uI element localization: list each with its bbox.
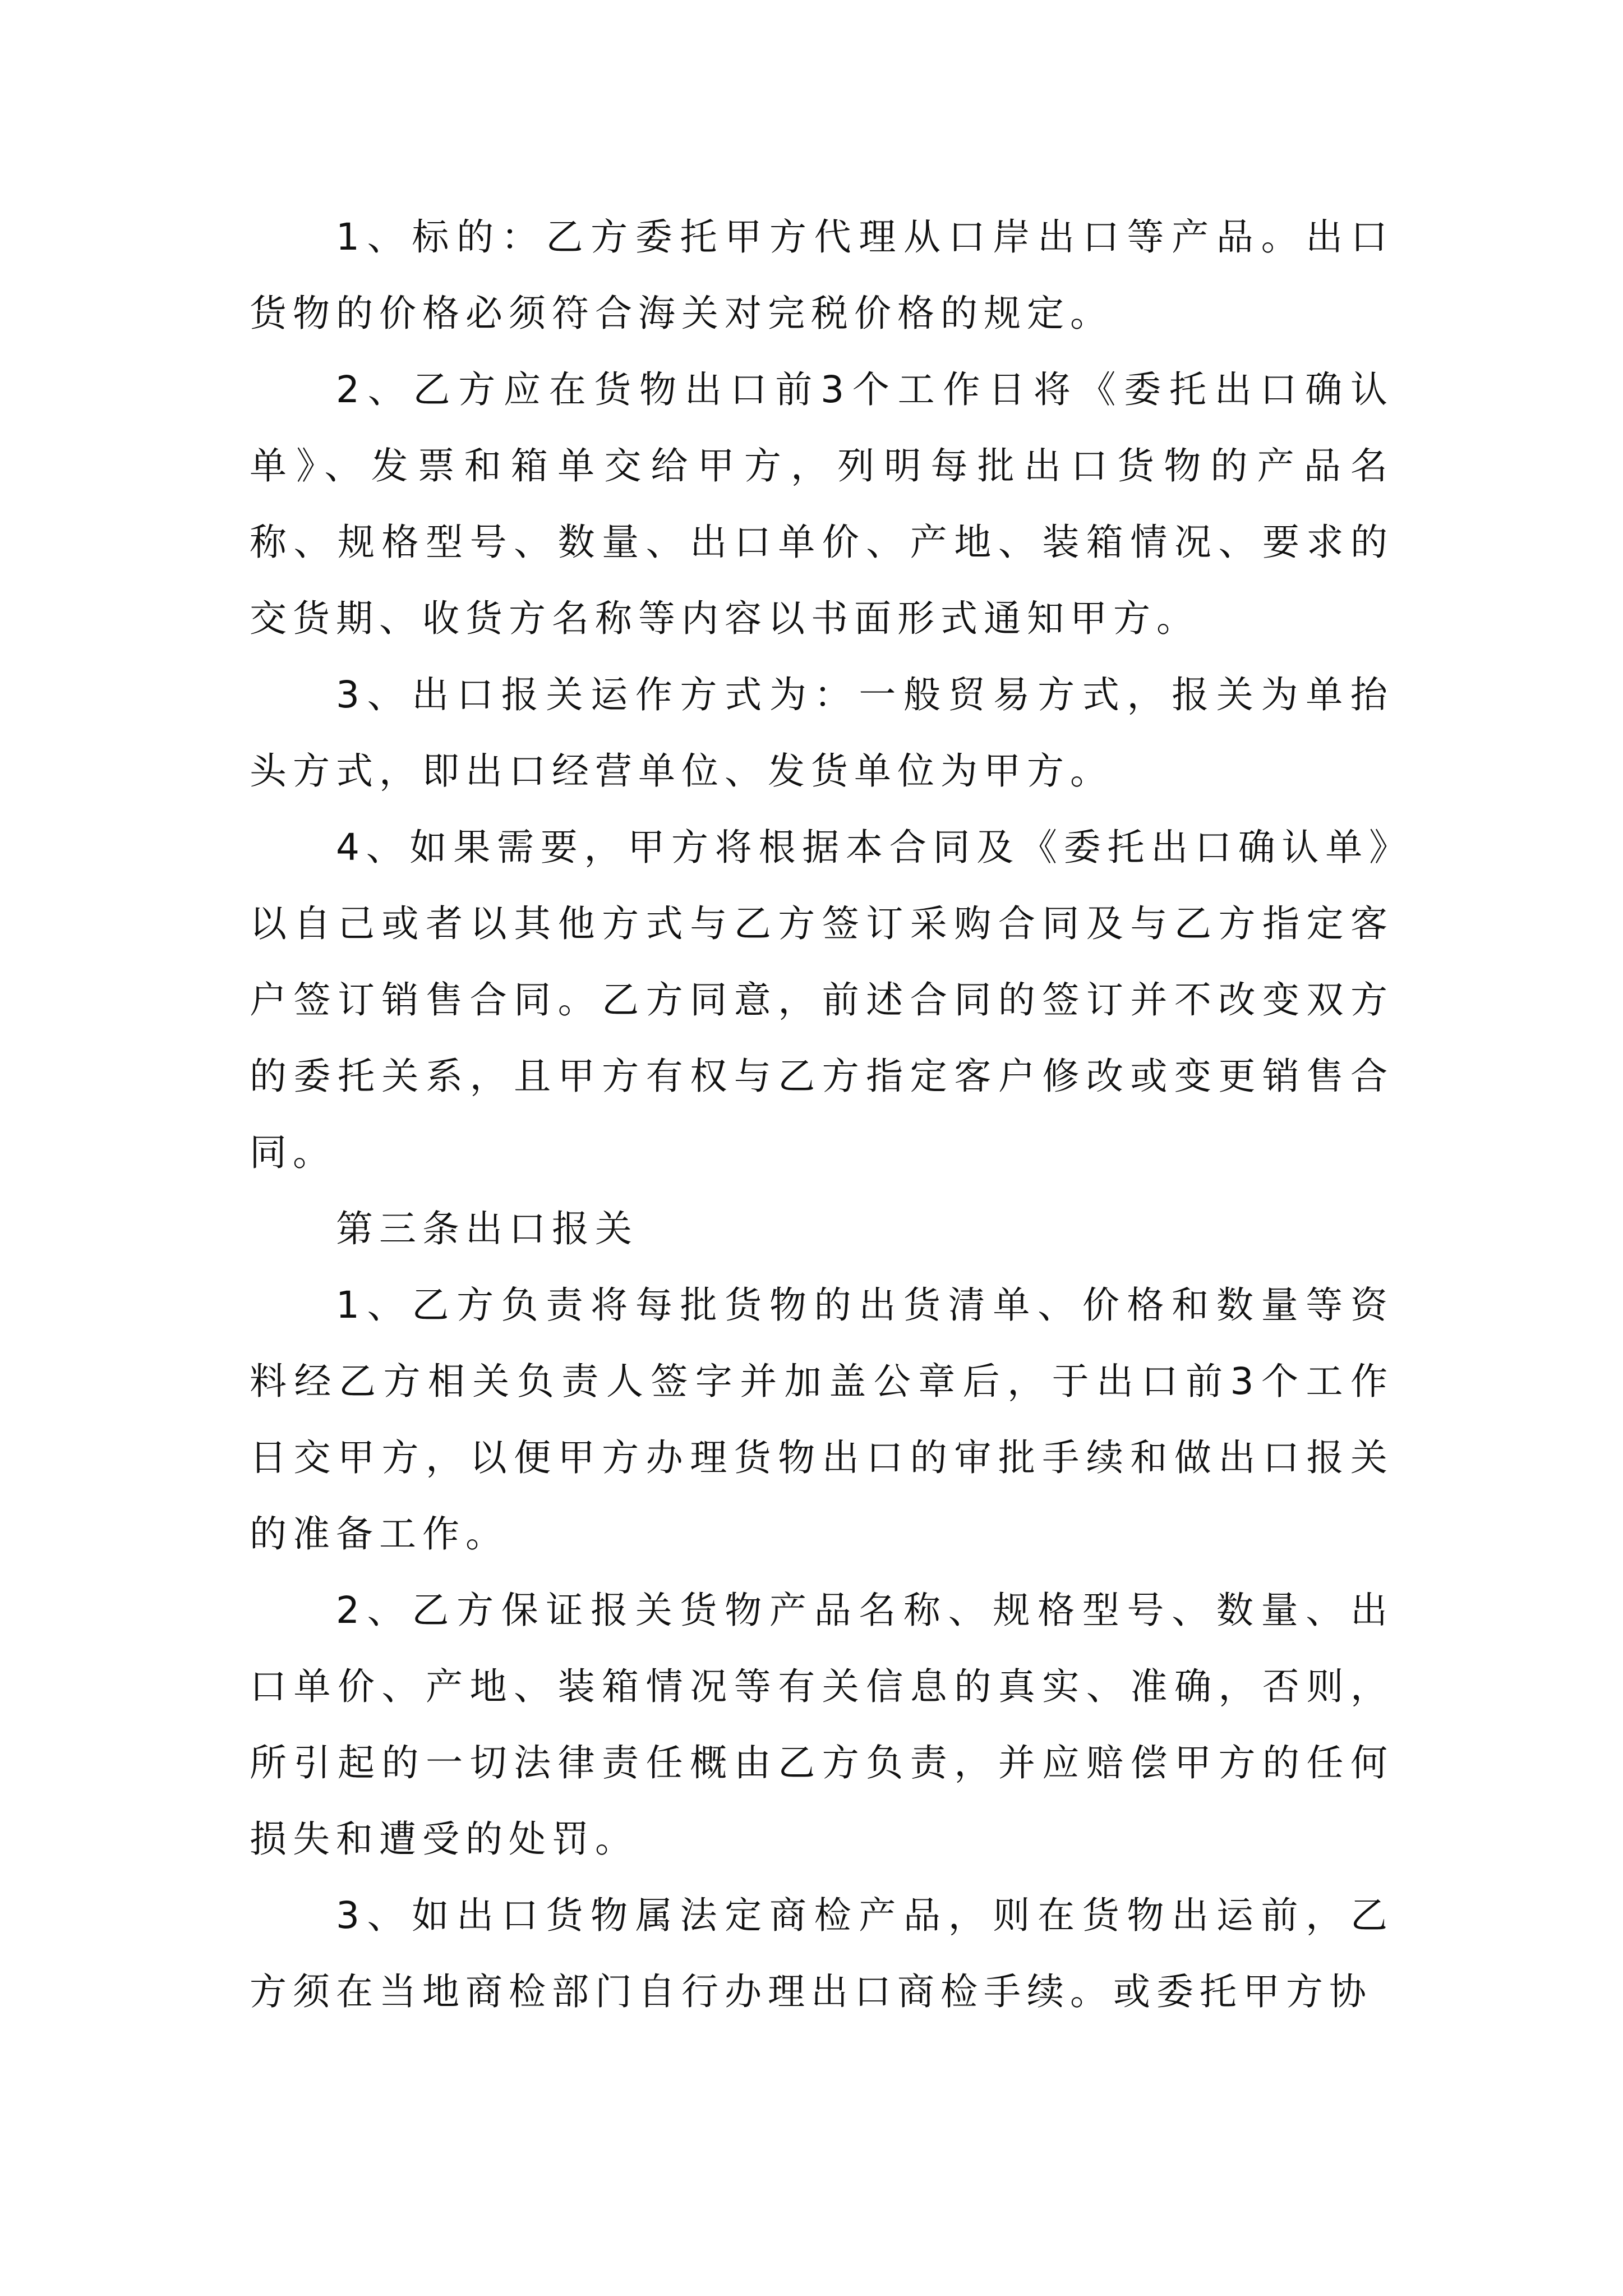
document-body: [250, 199, 1394, 2030]
clause-2-item-4: 4、如果需要，甲方将根据本合同及《委托出口确认单》以自己或者以其他方式与乙方签订采购合同及与乙方指定客户签订销售合同。乙方同意，前述合同的签订并不改变双方的委托关系，且甲方有权与乙方指定客户修改或变更销售合同。: [250, 826, 1394, 1174]
clause-3-item-3: 3、如出口货物属法定商检产品，则在货物出运前，乙方须在当地商检部门自行办理出口商检手续。或委托甲方协: [250, 1894, 1394, 2013]
clause-3-item-1: 1、乙方负责将每批货物的出货清单、价格和数量等资料经乙方相关负责人签字并加盖公章后，于出口前3个工作日交甲方，以便甲方办理货物出口的审批手续和做出口报关的准备工作。: [250, 1283, 1394, 1556]
clause-2-item-2: 2、乙方应在货物出口前3个工作日将《委托出口确认单》、发票和箱单交给甲方，列明每批出口货物的产品名称、规格型号、数量、出口单价、产地、装箱情况、要求的交货期、收货方名称等内容以书面形式通知甲方。: [250, 368, 1394, 640]
clause-2-item-1: 1、标的：乙方委托甲方代理从口岸出口等产品。出口货物的价格必须符合海关对完税价格的规定。: [250, 215, 1394, 335]
clause-3-item-2: 2、乙方保证报关货物产品名称、规格型号、数量、出口单价、产地、装箱情况等有关信息的真实、准确，否则，所引起的一切法律责任概由乙方负责，并应赔偿甲方的任何损失和遭受的处罚。: [250, 1589, 1394, 1861]
clause-2-item-3: 3、出口报关运作方式为：一般贸易方式，报关为单抬头方式，即出口经营单位、发货单位为甲方。: [250, 673, 1394, 793]
section-heading-article-3: 第三条出口报关: [336, 1207, 638, 1250]
